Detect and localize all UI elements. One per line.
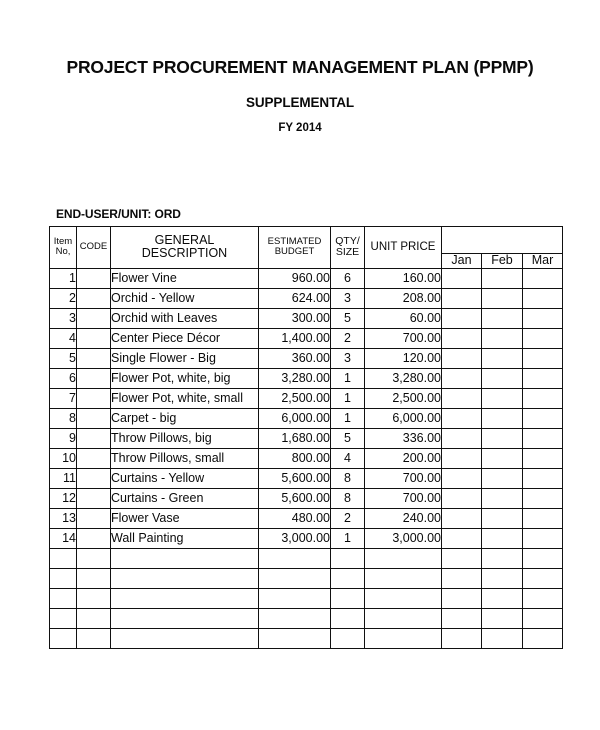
cell-month-mar[interactable] [523, 328, 563, 348]
cell-item-no[interactable]: 1 [50, 268, 77, 288]
cell-month-jan[interactable] [442, 428, 482, 448]
cell-month-mar[interactable] [523, 408, 563, 428]
cell-qty-size[interactable]: 2 [331, 328, 365, 348]
cell-estimated-budget[interactable]: 6,000.00 [259, 408, 331, 428]
table-row [50, 308, 563, 328]
cell-code-empty[interactable] [77, 608, 111, 628]
fiscal-year-label: FY 2014 [278, 122, 322, 134]
cell-estimated-budget[interactable]: 5,600.00 [259, 468, 331, 488]
cell-qty-size[interactable]: 5 [331, 308, 365, 328]
cell-code-empty[interactable] [77, 628, 111, 648]
cell-item-no[interactable]: 11 [50, 468, 77, 488]
cell-qty-size[interactable]: 8 [331, 488, 365, 508]
cell-month-jan[interactable] [442, 368, 482, 388]
cell-qty-size[interactable]: 6 [331, 268, 365, 288]
cell-month-mar[interactable] [523, 508, 563, 528]
cell-month-feb[interactable] [482, 528, 523, 548]
cell-unit-price[interactable]: 3,000.00 [365, 528, 442, 548]
cell-month-feb-empty[interactable] [482, 628, 523, 648]
cell-item-no[interactable]: 3 [50, 308, 77, 328]
header-general-description: GENERAL DESCRIPTION [111, 227, 259, 269]
cell-estimated-budget[interactable]: 1,400.00 [259, 328, 331, 348]
cell-month-mar[interactable] [523, 488, 563, 508]
cell-month-feb[interactable] [482, 388, 523, 408]
header-qty-size: QTY/ SIZE [331, 227, 365, 269]
header-code: CODE [77, 227, 111, 269]
cell-description[interactable]: Flower Pot, white, small [111, 388, 259, 408]
cell-code[interactable] [77, 408, 111, 428]
cell-description[interactable]: Flower Vase [111, 508, 259, 528]
cell-month-mar[interactable] [523, 288, 563, 308]
cell-estimated-budget-empty[interactable] [259, 628, 331, 648]
cell-month-feb[interactable] [482, 268, 523, 288]
cell-estimated-budget-empty[interactable] [259, 568, 331, 588]
cell-month-feb[interactable] [482, 508, 523, 528]
cell-description[interactable]: Orchid with Leaves [111, 308, 259, 328]
cell-unit-price[interactable]: 120.00 [365, 348, 442, 368]
table-row [50, 288, 563, 308]
cell-month-jan[interactable] [442, 408, 482, 428]
cell-month-mar-empty[interactable] [523, 608, 563, 628]
cell-qty-size[interactable]: 4 [331, 448, 365, 468]
cell-estimated-budget[interactable]: 800.00 [259, 448, 331, 468]
table-body [50, 268, 563, 648]
cell-item-no[interactable]: 5 [50, 348, 77, 368]
header-schedule-group [442, 227, 563, 254]
cell-code-empty[interactable] [77, 588, 111, 608]
cell-code[interactable] [77, 468, 111, 488]
cell-code[interactable] [77, 308, 111, 328]
table-row [50, 348, 563, 368]
cell-estimated-budget-empty[interactable] [259, 608, 331, 628]
table-row-empty [50, 608, 563, 628]
cell-month-feb[interactable] [482, 408, 523, 428]
cell-code[interactable] [77, 488, 111, 508]
cell-description-empty[interactable] [111, 588, 259, 608]
cell-unit-price[interactable]: 160.00 [365, 268, 442, 288]
cell-item-no-empty[interactable] [50, 608, 77, 628]
cell-month-jan-empty[interactable] [442, 568, 482, 588]
table-row [50, 268, 563, 288]
document-subtitle: SUPPLEMENTAL [245, 95, 355, 110]
cell-item-no[interactable]: 10 [50, 448, 77, 468]
cell-qty-size[interactable]: 3 [331, 288, 365, 308]
cell-item-no[interactable]: 7 [50, 388, 77, 408]
cell-month-mar[interactable] [523, 308, 563, 328]
cell-month-mar[interactable] [523, 348, 563, 368]
procurement-table-container [49, 226, 562, 649]
cell-description[interactable]: Throw Pillows, small [111, 448, 259, 468]
cell-month-feb[interactable] [482, 308, 523, 328]
cell-estimated-budget[interactable]: 300.00 [259, 308, 331, 328]
cell-month-jan[interactable] [442, 448, 482, 468]
cell-month-feb-empty[interactable] [482, 568, 523, 588]
cell-estimated-budget[interactable]: 960.00 [259, 268, 331, 288]
cell-unit-price[interactable]: 208.00 [365, 288, 442, 308]
cell-item-no-empty[interactable] [50, 588, 77, 608]
table-row [50, 408, 563, 428]
cell-month-feb[interactable] [482, 488, 523, 508]
cell-code[interactable] [77, 368, 111, 388]
cell-month-jan[interactable] [442, 468, 482, 488]
header-row-main [50, 227, 563, 254]
header-month-jan: Jan [442, 254, 482, 269]
cell-qty-size[interactable]: 1 [331, 368, 365, 388]
cell-code[interactable] [77, 348, 111, 368]
cell-month-mar[interactable] [523, 448, 563, 468]
table-row [50, 328, 563, 348]
cell-month-jan-empty[interactable] [442, 608, 482, 628]
cell-estimated-budget[interactable]: 3,000.00 [259, 528, 331, 548]
cell-item-no-empty[interactable] [50, 568, 77, 588]
header-estimated-budget: ESTIMATED BUDGET [259, 227, 331, 269]
cell-description[interactable]: Single Flower - Big [111, 348, 259, 368]
cell-item-no[interactable]: 12 [50, 488, 77, 508]
cell-month-jan[interactable] [442, 488, 482, 508]
cell-item-no-empty[interactable] [50, 628, 77, 648]
cell-month-mar-empty[interactable] [523, 568, 563, 588]
table-row [50, 368, 563, 388]
cell-month-mar-empty[interactable] [523, 548, 563, 568]
cell-unit-price[interactable]: 336.00 [365, 428, 442, 448]
cell-estimated-budget[interactable]: 480.00 [259, 508, 331, 528]
cell-month-jan[interactable] [442, 508, 482, 528]
cell-month-feb[interactable] [482, 328, 523, 348]
cell-estimated-budget[interactable]: 5,600.00 [259, 488, 331, 508]
cell-item-no[interactable]: 14 [50, 528, 77, 548]
table-row [50, 488, 563, 508]
cell-month-jan[interactable] [442, 388, 482, 408]
cell-month-feb[interactable] [482, 348, 523, 368]
cell-estimated-budget[interactable]: 624.00 [259, 288, 331, 308]
cell-month-mar[interactable] [523, 368, 563, 388]
cell-month-jan[interactable] [442, 268, 482, 288]
cell-unit-price[interactable]: 3,280.00 [365, 368, 442, 388]
cell-unit-price[interactable]: 2,500.00 [365, 388, 442, 408]
table-header [50, 227, 563, 269]
cell-unit-price[interactable]: 6,000.00 [365, 408, 442, 428]
cell-estimated-budget-empty[interactable] [259, 548, 331, 568]
cell-code-empty[interactable] [77, 568, 111, 588]
cell-item-no[interactable]: 8 [50, 408, 77, 428]
cell-description[interactable]: Throw Pillows, big [111, 428, 259, 448]
table-row [50, 448, 563, 468]
table-row-empty [50, 588, 563, 608]
table-row [50, 468, 563, 488]
cell-month-jan-empty[interactable] [442, 588, 482, 608]
cell-item-no[interactable]: 13 [50, 508, 77, 528]
cell-qty-size-empty[interactable] [331, 608, 365, 628]
cell-description-empty[interactable] [111, 608, 259, 628]
cell-month-feb-empty[interactable] [482, 608, 523, 628]
cell-month-jan-empty[interactable] [442, 548, 482, 568]
cell-item-no[interactable]: 6 [50, 368, 77, 388]
cell-item-no[interactable]: 2 [50, 288, 77, 308]
cell-qty-size[interactable]: 8 [331, 468, 365, 488]
cell-estimated-budget-empty[interactable] [259, 588, 331, 608]
cell-month-jan[interactable] [442, 528, 482, 548]
cell-qty-size[interactable]: 1 [331, 528, 365, 548]
cell-month-jan[interactable] [442, 348, 482, 368]
cell-code-empty[interactable] [77, 548, 111, 568]
cell-unit-price[interactable]: 700.00 [365, 468, 442, 488]
cell-qty-size[interactable]: 1 [331, 408, 365, 428]
table-row [50, 508, 563, 528]
procurement-table [49, 226, 563, 649]
cell-unit-price-empty[interactable] [365, 628, 442, 648]
cell-code[interactable] [77, 268, 111, 288]
cell-description[interactable]: Curtains - Yellow [111, 468, 259, 488]
cell-code[interactable] [77, 508, 111, 528]
table-row [50, 528, 563, 548]
cell-month-mar[interactable] [523, 268, 563, 288]
cell-item-no[interactable]: 9 [50, 428, 77, 448]
cell-code[interactable] [77, 528, 111, 548]
cell-description[interactable]: Center Piece Décor [111, 328, 259, 348]
cell-month-jan[interactable] [442, 288, 482, 308]
cell-month-mar-empty[interactable] [523, 588, 563, 608]
cell-description[interactable]: Flower Vine [111, 268, 259, 288]
cell-estimated-budget[interactable]: 1,680.00 [259, 428, 331, 448]
cell-month-feb[interactable] [482, 468, 523, 488]
cell-item-no-empty[interactable] [50, 548, 77, 568]
header-item-no: Item No, [50, 227, 77, 269]
cell-description[interactable]: Carpet - big [111, 408, 259, 428]
cell-unit-price[interactable]: 200.00 [365, 448, 442, 468]
header-month-feb: Feb [482, 254, 523, 269]
cell-description[interactable]: Wall Painting [111, 528, 259, 548]
cell-unit-price[interactable]: 700.00 [365, 488, 442, 508]
cell-month-feb[interactable] [482, 368, 523, 388]
end-user-unit-label: END-USER/UNIT: ORD [56, 207, 181, 221]
cell-item-no[interactable]: 4 [50, 328, 77, 348]
cell-month-feb[interactable] [482, 288, 523, 308]
cell-estimated-budget[interactable]: 2,500.00 [259, 388, 331, 408]
cell-estimated-budget[interactable]: 360.00 [259, 348, 331, 368]
header-month-mar: Mar [523, 254, 563, 269]
cell-month-jan-empty[interactable] [442, 628, 482, 648]
cell-qty-size[interactable]: 1 [331, 388, 365, 408]
cell-code[interactable] [77, 328, 111, 348]
cell-month-feb-empty[interactable] [482, 548, 523, 568]
page-title: PROJECT PROCUREMENT MANAGEMENT PLAN (PPMP) [66, 57, 534, 77]
cell-description[interactable]: Curtains - Green [111, 488, 259, 508]
cell-description-empty[interactable] [111, 628, 259, 648]
cell-description[interactable]: Orchid - Yellow [111, 288, 259, 308]
cell-unit-price[interactable]: 240.00 [365, 508, 442, 528]
cell-unit-price-empty[interactable] [365, 608, 442, 628]
cell-description[interactable]: Flower Pot, white, big [111, 368, 259, 388]
table-row-empty [50, 628, 563, 648]
header-unit-price: UNIT PRICE [365, 227, 442, 269]
cell-description-empty[interactable] [111, 548, 259, 568]
table-row [50, 388, 563, 408]
cell-code[interactable] [77, 428, 111, 448]
cell-code[interactable] [77, 388, 111, 408]
cell-qty-size[interactable]: 2 [331, 508, 365, 528]
cell-month-jan[interactable] [442, 308, 482, 328]
table-row-empty [50, 548, 563, 568]
cell-code[interactable] [77, 448, 111, 468]
cell-month-mar[interactable] [523, 528, 563, 548]
cell-month-mar[interactable] [523, 468, 563, 488]
cell-month-mar[interactable] [523, 428, 563, 448]
cell-unit-price[interactable]: 700.00 [365, 328, 442, 348]
cell-month-feb-empty[interactable] [482, 588, 523, 608]
cell-month-mar-empty[interactable] [523, 628, 563, 648]
cell-estimated-budget[interactable]: 3,280.00 [259, 368, 331, 388]
cell-qty-size[interactable]: 5 [331, 428, 365, 448]
cell-qty-size[interactable]: 3 [331, 348, 365, 368]
cell-month-feb[interactable] [482, 448, 523, 468]
table-row-empty [50, 568, 563, 588]
cell-qty-size-empty[interactable] [331, 588, 365, 608]
cell-code[interactable] [77, 288, 111, 308]
table-row [50, 428, 563, 448]
cell-description-empty[interactable] [111, 568, 259, 588]
cell-unit-price-empty[interactable] [365, 588, 442, 608]
cell-unit-price-empty[interactable] [365, 548, 442, 568]
cell-month-mar[interactable] [523, 388, 563, 408]
cell-unit-price[interactable]: 60.00 [365, 308, 442, 328]
cell-month-jan[interactable] [442, 328, 482, 348]
cell-unit-price-empty[interactable] [365, 568, 442, 588]
cell-qty-size-empty[interactable] [331, 628, 365, 648]
cell-qty-size-empty[interactable] [331, 548, 365, 568]
cell-month-feb[interactable] [482, 428, 523, 448]
cell-qty-size-empty[interactable] [331, 568, 365, 588]
